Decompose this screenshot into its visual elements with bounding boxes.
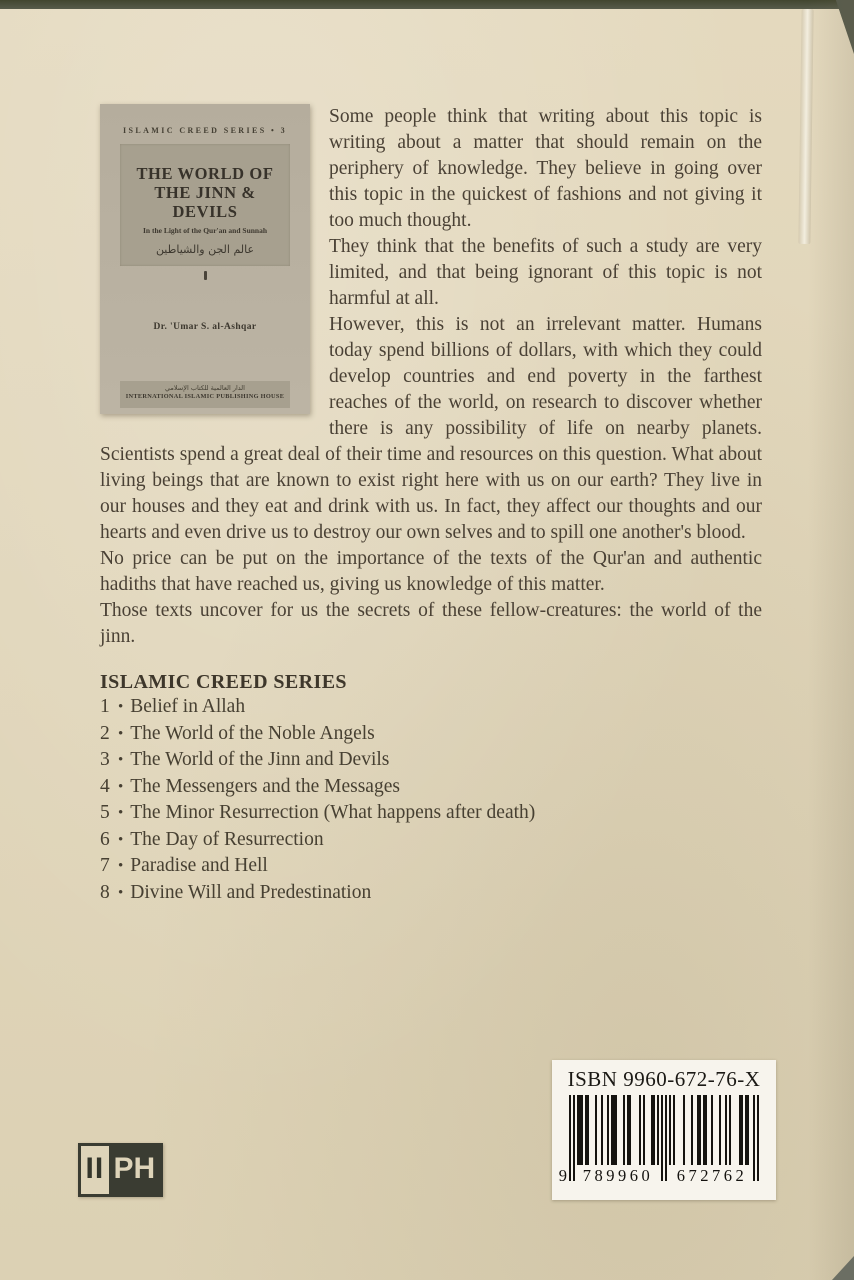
isbn-barcode-label — [552, 1060, 776, 1200]
series-item — [100, 774, 762, 801]
barcode-digit-prefix: 9 — [558, 1166, 567, 1185]
cover-ornament — [204, 271, 207, 280]
blurb-paragraph: Those texts uncover for us the secrets of these fellow-creatures: the world of the jinn. — [100, 600, 762, 647]
series-item-bullet: • — [118, 831, 124, 848]
barcode-digits — [552, 1166, 776, 1184]
blurb-paragraph: Some people think that writing about this topic is writing about a matter that should remain on the periphery of knowledge. They believe in going over this topic in the quickest of fashions and not giving it too much thought. — [329, 106, 762, 231]
series-item — [100, 747, 762, 774]
series-item-bullet: • — [118, 884, 124, 901]
blurb-paragraph: They think that the benefits of such a study are very limited, and that being ignorant of this topic is not harmful at all. — [329, 236, 762, 309]
series-item — [100, 853, 762, 880]
cover-title-line2: THE JINN & DEVILS — [154, 183, 256, 221]
cover-title-panel — [120, 144, 290, 266]
photo-top-edge — [0, 0, 854, 9]
series-item-bullet: • — [118, 699, 124, 715]
back-cover-content — [100, 104, 762, 906]
cover-series-line: ISLAMIC CREED SERIES • 3 — [123, 126, 287, 135]
cover-publisher-name: INTERNATIONAL ISLAMIC PUBLISHING HOUSE — [125, 393, 285, 400]
series-item-title: The World of the Jinn and Devils — [130, 749, 390, 770]
series-item-number: 3 — [100, 749, 110, 770]
cover-right-shading — [808, 0, 854, 1280]
iiph-logo-right: PH — [109, 1146, 160, 1194]
series-item-bullet: • — [118, 858, 124, 874]
series-item-number: 4 — [100, 775, 110, 797]
cover-publisher-arabic: الدار العالمية للكتاب الإسلامي — [165, 384, 245, 392]
iiph-logo-left: II — [81, 1146, 109, 1194]
series-item-title: Belief in Allah — [130, 696, 246, 717]
series-item — [100, 827, 762, 854]
series-item-title: Paradise and Hell — [130, 855, 268, 876]
cover-title — [125, 164, 285, 221]
series-item-bullet: • — [118, 725, 124, 742]
series-list-heading: ISLAMIC CREED SERIES — [100, 671, 347, 693]
series-item — [100, 694, 762, 721]
blurb-paragraph: No price can be put on the importance of the texts of the Qur'an and authentic hadiths that have reached us, giving us knowledge of this matter. — [100, 548, 762, 595]
series-item-number: 7 — [100, 855, 110, 876]
series-item — [100, 800, 762, 827]
barcode-digits-left: 789960 — [582, 1166, 654, 1185]
series-item-title: The World of the Noble Angels — [130, 722, 375, 744]
iiph-logo — [78, 1143, 163, 1197]
series-item-title: Divine Will and Predestination — [130, 881, 372, 903]
series-item-bullet: • — [118, 805, 124, 821]
series-item-number: 1 — [100, 696, 110, 717]
series-item-number: 2 — [100, 722, 110, 744]
cover-author: Dr. 'Umar S. al-Ashqar — [153, 322, 257, 332]
cover-publisher-band — [120, 381, 290, 408]
series-item-bullet: • — [118, 778, 124, 795]
cover-title-line1: THE WORLD OF — [136, 164, 274, 183]
series-item-number: 5 — [100, 802, 110, 823]
barcode-digits-right: 672762 — [676, 1166, 748, 1185]
series-item — [100, 721, 762, 748]
series-list-section — [100, 671, 762, 906]
series-item-number: 6 — [100, 828, 110, 850]
isbn-number: ISBN 9960-672-76-X — [567, 1067, 761, 1091]
series-item-title: The Messengers and the Messages — [130, 775, 400, 797]
series-list — [100, 694, 762, 906]
front-cover-thumbnail — [100, 104, 310, 414]
series-item-bullet: • — [118, 752, 124, 768]
series-item — [100, 880, 762, 907]
series-item-number: 8 — [100, 881, 110, 903]
cover-subtitle: In the Light of the Qur'an and Sunnah — [143, 226, 267, 235]
series-item-title: The Day of Resurrection — [130, 828, 324, 850]
blurb-paragraph: However, this is not an irrelevant matter. Humans today spend billions of dollars, with which they could develop countries and end poverty in the farthest reaches of the world, on research to discover whether there is any possibility of life on nearby planets. Scientists spend a great deal of their time and resources on this question. What about living beings that are known to exist right here with us on our earth? They live in our houses and they eat and drink with us. In fact, they affect our thoughts and our hearts and even drive us to destroy our own selves and to spill one another's blood. — [100, 314, 762, 543]
series-item-title: The Minor Resurrection (What happens after death) — [130, 802, 536, 823]
cover-arabic-title: عالم الجن والشياطين — [155, 243, 255, 256]
